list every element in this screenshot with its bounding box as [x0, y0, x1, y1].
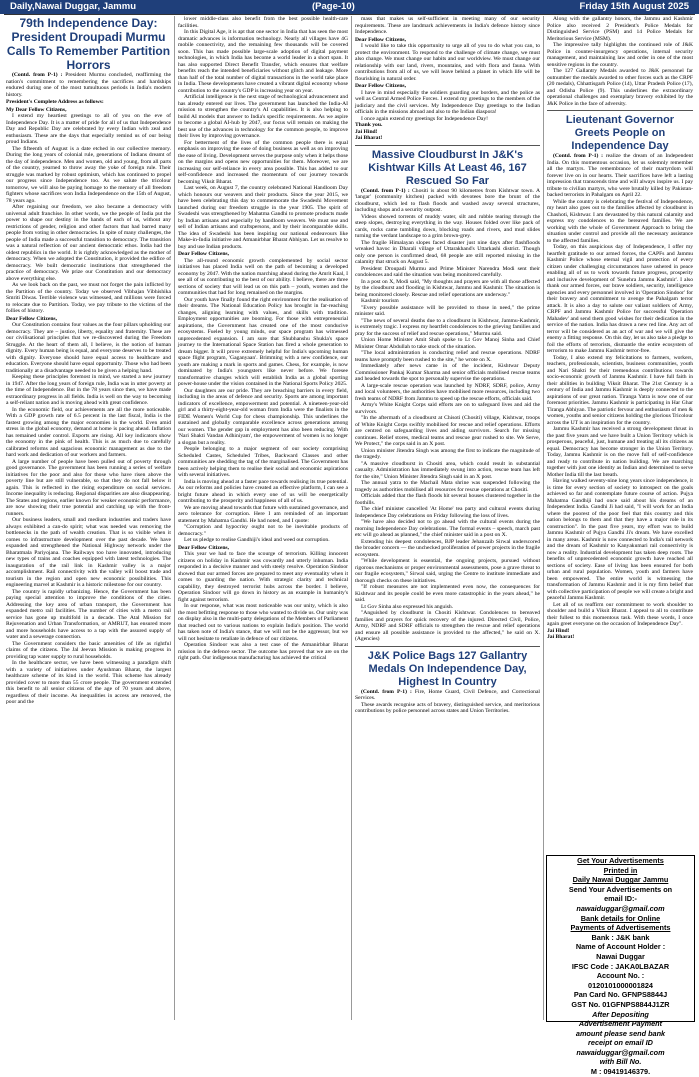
- paragraph: Lt Gov Sinha also expressed his anguish.: [361, 603, 454, 610]
- paragraph: The all-round economic growth complemented by social sector initiatives has placed India well on the path of becoming a developed economy by 2047. With the nation marching ahead during the Amrit Kaal, I see all of us contributing to the best of our ability. I believe, there are three sections of society that will lead us on this path – youth, women and the communities that had for long remained on the margins.: [178, 257, 348, 296]
- paragraph: The chief minister cancelled 'At Home' tea party and cultural events during Independence Day celebrations on Friday following the loss of lives.: [355, 506, 540, 519]
- paragraph: Officials added that the flash floods hit several houses clustered together in the foothills.: [355, 493, 540, 506]
- ad-line: receipt on email ID: [588, 1038, 653, 1048]
- paragraph: "While development is essential, the ongoing projects, pursued without rigorous mechanisms or proper environmental assessments, pose a grave threat to our fragile ecosystem," Sirwal said, urging the Centre to institute immediate and thorough checks on these initiatives.: [355, 558, 540, 584]
- paragraph: Chositi is about 90 kilometres from Kishtwar town. A 'langar' (community kitchen) packed with devotees bore the brunt of the cloudburst, which led to flash floods and washed away several structures, including shops and a security outpost.: [355, 187, 540, 213]
- paragraph: Let all of us reaffirm our commitment to work shoulder to shoulder and build a Viksit Bharat. I appeal to all to contribute their fullest to this momentous task. With these words, I once again greet everyone on the occasion of Independence Day".: [547, 601, 693, 627]
- masthead-rule: [4, 14, 695, 15]
- signoff: Jai Hind!: [355, 128, 378, 135]
- paragraph: "Every possible assistance will be provided to those in need," the prime minister said.: [355, 304, 540, 317]
- paragraph: The annual yatra to the Machail Mata shrine was suspended following the tragedy as authorities mobilised all resources for rescue operations at Chositi.: [355, 480, 540, 493]
- paragraph: Fire, Home Guard, Civil Defence, and Correctional Services.: [355, 688, 540, 701]
- signoff: Jai Hind!: [547, 627, 570, 634]
- paragraph: In a post on X, Modi said, "My thoughts and prayers are with all those affected by the cloudburst and flooding in Kishtwar, Jammu and Kashmir. The situation is being monitored closely. Rescue and relief operations are underway.": [355, 278, 540, 298]
- paragraph: A large-scale rescue operation was launched by NDRF, SDRF, police, Army and local volunteers, the authorities have mobilised more resources, including two fresh teams of NDRF from Jammu to speed up the rescue efforts, officials said.: [355, 382, 540, 402]
- paragraph: Keeping these principles foremost in mind, we started a new journey in 1947. After the long years of foreign rule, India was in utter poverty at the time of Independence. But in the 78 years since then, we have made extraordinary progress in all fields. India is well on the way to becoming a self-reliant nation and is moving ahead with great confidence.: [6, 374, 171, 406]
- section-divider: [355, 646, 540, 647]
- ad-email: nawaiduggar@gmail.com: [576, 903, 665, 913]
- salutation: Dear Fellow Citizens,: [178, 544, 230, 551]
- paragraph: Our youth have finally found the right environment for the realisation of their dreams. The National Education Policy has brought in far-reaching changes, aligning learning with values, and skills with tradition. Employment opportunities are booming. For those with entrepreneurial aspirations, the Government has created one of the most conducive ecosystems. Fueled by young minds, our space program has witnessed unprecedented expansion. I am sure that Shubhanshu Shukla's space journey to the International Space Station has fired a whole generation to dream bigger. It will prove extremely helpful for India's upcoming human space flight program, 'Gaganyaan'. Brimming with a new confidence, our youth are making a mark in sports and games. Chess, for example, is now dominated by India's youngsters like never before. We foresee transformative changes which will establish India as a global sporting power-house under the vision contained in the National Sports Policy 2025.: [178, 296, 348, 387]
- paragraph: The fragile Himalayan slopes faced disaster just nine days after flashfloods wreaked havoc in Dharali village of Uttarakhand's Uttarkashi district. Though only one person is confirmed dead, 68 people are still reported missing in the calamity that struck on August 5.: [355, 239, 540, 265]
- paragraph: Our daughters are our pride. They are breaching barriers in every field, including in the areas of defence and security. Sports are among important indicators of excellence, empowerment and potential. A nineteen-year-old girl and a thirty-eight-year-old woman from India were the finalists in the FIDE Women's World Cup for chess championship. This underlines the sustained and globally comparable excellence across generations among our women. The gender gap in employment has also been reducing. With 'Nari Shakti Vandan Adhiniyam', the empowerment of women is no longer a slogan but a reality.: [178, 387, 348, 446]
- ad-line: Advertisement Payment: [578, 1019, 663, 1029]
- paragraph: The fifteenth of August is a date etched in our collective memory. During the long years of colonial rule, generations of Indians dreamt of the day of independence. Men and women, old and young, from all parts of the country, yearned to throw away the yoke of foreign rule. Their struggle was marked by robust optimism, which has continued to propel our progress since Independence too. As we salute the tricolour tomorrow, we will also be paying homage to the memory of all freedom fighters whose sacrifices won India Independence on the 15th of August, 78 years ago.: [6, 145, 171, 204]
- paragraph: Union Home Minister Amit Shah spoke to Lt Gov Manoj Sinha and Chief Minister Omar Abdullah to take stock of the situation.: [355, 337, 540, 350]
- paragraph: While the country is celebrating the festival of Independence, my heart also goes out to the families affected by cloudburst in Chashoti, Kishtwar. I am devastated by this natural calamity and express my condolences to the bereaved families. We are working with the whole of Government Approach to bring the situation under control and provide all the necessary assistance to the affected families.: [547, 198, 693, 244]
- paragraph: Today, on this auspicious day of Independence, I offer my heartfelt gratitude to our armed forces, the CAPFs and Jammu Kashmir Police whose eternal vigil and protection of every citizen under challenging circumstances have ushered in peace enabling all of us to work towards future progress, prosperity and inclusive development of 'Sunehra Jammu Kashmir'. I also thank our armed forces, our brave soldiers, security, intelligence agencies and every personnel involved in 'Operation Sindoor' for their bravery and commitment to avenge the Pahalgam terror attack. It is also a day to salute our valiant soldiers of Army, CRPF and Jammu Kashmir Police for successful 'Operation Mahadev' and send them good wishes for their dedication in the service of the nation. India has drawn a new red line. Any act of terror will be considered as an act of war and we will give the enemy a fitting response. On this day, let us also take a pledge to foil the efforts of terrorists, dismantle the entire ecosystem of terrorism to make Jammu Kashmir terror-free.: [547, 244, 693, 354]
- paragraph: Operation Sindoor was also a test case of the Atmanirbhar Bharat mission in the defence sector. The outcome has proved that we are on the right path. Our indigenous manufacturing has achieved the critical: [178, 642, 348, 661]
- ad-phone: M : 09419146379.: [590, 1067, 651, 1077]
- paragraph: As we look back on the past, we must not forget the pain inflicted by the Partition of the country. Today we observed Vibhajan Vibhishika Smriti Diwas. Terrible violence was witnessed, and millions were forced to relocate due to Partition. Today, we pay tribute to the victims of the follies of history.: [6, 282, 171, 314]
- ad-line: IFSC Code : JAKA0LBAZAR: [571, 961, 670, 971]
- ad-line: Send Your Advertisements on: [568, 884, 673, 894]
- paragraph: In the economic field, our achievements are all the more noticeable. With a GDP growth rate of 6.5 percent in the last fiscal, India is the fastest growing among the major economies in the world. Even amid stress in the global economy, demand at home is pacing ahead. Inflation has remained under control. Exports are rising. All key indicators show the economy in the pink of health. This is as much due to carefully calibrated reforms and sagacious economic management as due to the hard work and dedication of our workers and farmers.: [6, 406, 171, 458]
- article-subhead: President's Complete Address as follows:: [6, 99, 104, 105]
- paragraph: Let us pledge to realise Gandhiji's ideal and weed out corruption.: [184, 537, 330, 543]
- paragraph: The country is rapidly urbanizing. Hence, the Government has been paying special attention to improve the conditions of the cities. Addressing the key area of urban transport, the Government has expanded metro rail facilities. The number of cities with a metro rail service has gone up multifold in a decade. The Atal Mission for Rejuvenation and Urban Transformation, or AMRUT, has ensured more and more households have access to a tap with the assured supply of water and a sewerage connection.: [6, 588, 171, 640]
- paragraph: Army's White Knight Corps said efforts are on to safeguard lives and aid the survivors.: [355, 402, 540, 415]
- ad-email: nawaiduggar@gmail.com: [576, 1047, 665, 1057]
- masthead: [0, 0, 699, 14]
- ad-line: email ID:-: [604, 894, 637, 904]
- salutation: Dear Fellow Citizens,: [355, 83, 407, 89]
- paragraph: Extending his deepest condolences, BJP leader Jehanzaib Sirwal underscored the broader concern — the unchecked proliferation of power projects in the fragile ecosystem.: [355, 538, 540, 558]
- paragraph: President Droupadi Murmu and Prime Minister Narendra Modi sent their condolences and said the situation was being monitored carefully.: [355, 265, 540, 278]
- paragraph: mass that makes us self-sufficient in meeting many of our security requirements. These are landmark achievements in India's defence history since Independence.: [355, 16, 540, 35]
- paragraph: In our response, what was most noticeable was our unity, which is also the most befitting response to those who wanted to divide us. Our unity was on display also in the multi-party delegations of the Members of Parliament that reached out to various nations to explain India's position. The world has taken note of India's stance, that we will not be the aggressor, but we will not hesitate to retaliate in defence of our citizens.: [178, 603, 348, 642]
- ad-line: with Bill No.: [599, 1057, 642, 1067]
- paragraph: A large number of people have been pulled out of poverty through good governance. The government has been running a series of welfare initiatives for the poor and also for those who have risen above the poverty line but are still vulnerable, so that they do not fall below it again. This is reflected in the rising expenditure on social services. Income inequality is reducing. Regional disparities are also disappearing. The States and regions, earlier known for weaker economic performance, are now showing their true potential and catching up with the front-runners.: [6, 458, 171, 517]
- paragraph: I have in mind especially the soldiers guarding our borders, and the police as well as Central Armed Police Forces. I extend my greetings to the members of the judiciary and the civil services. My Independence Day greetings to the Indian officials in the missions abroad and also to the Indian diaspora!: [355, 89, 540, 115]
- paragraph: lower middle-class also benefit from the best possible health-care facilities.: [178, 16, 348, 29]
- ad-line: Bank details for Online: [580, 913, 661, 923]
- ad-line: Account No. :: [596, 971, 645, 981]
- paragraph: "If robust measures are not implemented even now, the consequences for Kishtwar and its people could be even more catastrophic in the years ahead," he said.: [355, 584, 540, 603]
- paragraph: Our business leaders, small and medium industries and traders have always exhibited a can-do spirit; what was needed was removing the bottlenecks in the path of wealth creation. That is so visible when it comes to infrastructure development over the past decade. We have expanded and strengthened the National Highway network under the Bharatmala Pariyojana. The Railways too have innovated, introducing new types of trains and coaches equipped with latest technologies. The inauguration of the rail link in Kashmir valley is a major accomplishment. Rail connectivity with the valley will boost trade and tourism in the region and open new economic possibilities. This engineering marvel at Kashmir is a historic milestone for our country.: [6, 517, 171, 588]
- salutation: Dear Fellow Citizens,: [178, 251, 230, 257]
- column-divider: [174, 16, 175, 1020]
- ad-line: 0120101000001824: [588, 980, 653, 990]
- paragraph: The 127 Gallantry Medals awarded to J&K personnel far outnumber the medals awarded to other forces such as the CRPF (20 medals), Chhattisgarh Police (14), Uttar Pradesh Police (17), and Odisha Police (9). This underlines the extraordinary operational challenges and exemplary bravery exhibited by the J&K Police in the face of adversity.: [547, 68, 693, 107]
- contd-label: (Contd. from P-1) :: [12, 72, 63, 78]
- paragraph: "Corruption and hypocrisy ought not to be inevitable products of democracy.": [178, 524, 348, 537]
- paragraph: This year we had to face the scourge of terrorism. Killing innocent citizens on holiday in Kashmir was cowardly and utterly inhuman. India responded in a decisive manner and with steely resolve. Operation Sindoor showed that our armed forces are prepared to meet any eventuality when it comes to guarding the nation. With strategic clarity and technical capability, they destroyed terrorist hubs across the border. I believe, Operation Sindoor will go down in history as an example in humanity's fight against terrorism.: [178, 551, 348, 603]
- paragraph: For betterment of the lives of the common people there is equal emphasis on improving the ease of doing business as well as on improving the ease of living. Development serves the purpose only when it helps those on the margins and opens new opportunities for them. Moreover, we are increasing our self-reliance in every area possible. This has added to our self-confidence and increased the momentum of our journey towards becoming Viksit Bharat.: [178, 139, 348, 185]
- paragraph: Along with the gallantry honors, the Jammu and Kashmir Police also received 2 President's Police Medals for Distinguished Service (PSM) and 14 Police Medals for Meritorious Service (MSM).: [547, 16, 693, 42]
- paragraph: In this Digital Age, it is apt that one sector in India that has seen the most dramatic advances is information technology. Nearly all villages have 4G mobile connectivity, and the remaining few thousands will be covered soon. This has made possible large-scale adoption of digital payment technologies, in which India has become a world leader in a short span. It has also supported Direct Benefit Transfer, which ensures that welfare benefits reach the intended beneficiaries without glitch and leakage. More than half of the total number of digital transactions in the world take place in India. These developments have created a vibrant digital economy whose contribution to the country's GDP is increasing year on year.: [178, 29, 348, 94]
- paragraph: In the healthcare sector, we have been witnessing a paradigm shift with a variety of initiatives under Ayushman Bharat, the largest healthcare scheme of its kind in the world. This scheme has already provided cover to more than 55 crore people. The government extended this benefit to all senior citizens of the age of 70 years and above, regardless of their income. As inequalities in access are removed, the poor and the: [6, 660, 171, 705]
- signoff: Jai Bharat!: [355, 135, 383, 141]
- paragraph: Videos showed torrents of muddy water, silt and rubble tearing through the steep slopes, destroying everything in the way. Houses folded over like pack of cards, rocks came tumbling down, blocking roads and rivers, and mud slides turning the verdant landscape to a grim brown-grey.: [355, 213, 540, 239]
- ad-line: Get Your Advertisements: [577, 856, 664, 865]
- salutation: Dear Fellow Citizens,: [6, 315, 58, 322]
- paragraph: Jammu Kashmir has received a strong development thrust in the past five years and we have built a Union Territory which is prosperous, peaceful, just, humane and treating all its citizens as equal. Democracy has become stronger in the Union Territory. Today, Jammu Kashmir is on the move full of self-confidence and ready to contribute in nation building. We are marching together with just one identity as Indian and determined to serve Mother India till the last breath.: [547, 426, 693, 478]
- column-1: [6, 16, 171, 1020]
- ad-line: Printed in: [603, 865, 638, 875]
- paragraph: "In the aftermath of a cloudburst at Chisoti (Chositi) village, Kishtwar, troops of White Knight Corps swiftly mobilised for rescue and relief operations. Efforts are centred on safeguarding lives and aiding survivors. Search for missing continues. Relief stores, medical teams and rescue gear rushed to site. We Serve, We Protect," the corps said in an X post.: [355, 415, 540, 447]
- paragraph: Last week, on August 7, the country celebrated National Handloom Day which honours our weavers and their products. Since the year 2015, we have been celebrating this day to commemorate the Swadeshi Movement launched during our freedom struggle in the year 1905. The spirit of Swadeshi was strengthened by Mahatma Gandhi to promote products made by Indian artisans and especially by handloom weavers. We must use and sell of Indian artisans and craftspersons, and by their incomparable skills. The idea of Swadeshi has been inspiring our national endeavours like Make-in-India initiative and Atmanirbhar Bharat Abhiyan. Let us resolve to buy and use Indian products.: [178, 185, 348, 250]
- paragraph: realize the dream of an Independent India. On this momentous occasion, let us solemnly remember all the martyrs. The remembrance of their martyrdom will forever live on in our hearts. Their sacrifices have left a lasting impression that transcends time and will always inspire us. I pay tribute to civilian martyrs, who were brutally killed by Pakistan-backed terrorists in Pahalgam on April 22.: [547, 153, 693, 198]
- headline-kishtwar-cloudburst: Massive Cloudburst In J&K's Kishtwar Kills At Least 46, 167 Rescued So Far: [368, 148, 527, 187]
- paragraph: These awards recognise acts of bravery, distinguished service, and meritorious contributions by police personnel across states and Union Territories.: [355, 701, 540, 714]
- column-2: [178, 16, 348, 1020]
- ad-line: GST No. 01GFNPS8844J1ZR: [571, 999, 670, 1009]
- paragraph: Having walked seventy-nine long years since independence, it is time for every section of society to introspect on the goals achieved so far and contemplate future course of action. Pujya Mahatma Gandhiji had once said about his dreams of an Independent India. Gandhi Ji had said, "I will work for an India where the poorest of the poor feel that this country and this nation belongs to them and that they have a major role in its construction". In the past five years, my effort was to build Jammu Kashmir of Pujya Gandhi Ji's dream. We have excelled in many areas. Kashmir is now connected to India's rail network and the dream of Kashmir to Kanyakumari rail connectivity is now a reality. Industrial development has taken deep roots. The benefits of unprecedented economic growth have reached all sections of society. Ease of living has been ensured for both urban and rural population. Women, youth and farmers have been empowered. The entire world is witnessing the transformation of Jammu Kashmir and it is my firm belief that with collective participation of people we will create a bright and peaceful Jammu Kashmir.: [547, 478, 694, 601]
- paragraph: I once again extend my greetings for Independence Day!: [361, 115, 489, 122]
- paragraph: Artificial intelligence is the next stage of technological advancement and has already entered our lives. The government has launched the India-AI mission to strengthen the country's AI capabilities. It is also helping to build AI models that answer to India's specific requirements. As we aspire to become a global AI-hub by 2047, our focus will remain on making the best use of the advances in technology for the common people, to improve their lives by improving governance.: [178, 94, 348, 139]
- advertisement-box: [546, 855, 695, 1077]
- ad-line: Payments of Advertisements: [570, 923, 671, 933]
- ad-line: amount please send bank: [575, 1028, 666, 1038]
- article-intro: President Murmu concluded, reaffirming the nation's commitment to remembering the sacrifices and hardships endured during one of the most tumultuous periods in India's modern history.: [6, 72, 171, 98]
- paragraph: I would like to take this opportunity to urge all of you to do what you can, to protect the environment. To respond to the challenge of climate change, we must also change. We must change our habits and our worldview. We must change our relationship with our land, rivers, mountains, and with flora and fauna. With contributions from all of us, we will leave behind a planet in which life will be flourishing in natural order.: [355, 43, 540, 82]
- paragraph: I extend my heartiest greetings to all of you on the eve of Independence Day. It is a matter of pride for all of us that Independence Day and Republic Day are celebrated by every Indian with zeal and enthusiasm. These are the days that especially remind us of our being proud Indians.: [6, 113, 171, 145]
- ad-line: Pan Card No. GFNPS8844J: [573, 990, 668, 1000]
- paragraph: Union minister Jitendra Singh was among the first to indicate the magnitude of the tragedy.: [355, 447, 540, 460]
- page-number: (Page-10): [312, 1, 355, 12]
- paragraph: People belonging to a major segment of our society comprising Scheduled Castes, Scheduled Tribes, Backward Classes and other communities are shedding the tag of the marginalised. The Government has been actively helping them to realise their social and economic aspirations with several initiatives.: [178, 446, 348, 478]
- signoff: Jai Bharat!: [547, 634, 575, 640]
- paragraph: Kashmir tourism: [361, 298, 399, 304]
- paragraph: Today, I also extend my felicitations to farmers, workers, teachers, professionals, scientists, business communities, youth and Nari Shakti for their tremendous contributions towards socio-economic growth of Jammu Kashmir. I have full faith in their abilities in building Viksit Bharat. The 21st Century is a century of India and Jammu Kashmir is deeply connected to the aspirations of our great nation. Tiranga Yatra is now one of our foremost priorities. Jammu Kashmir is participating in Har Ghar Tiranga Abhiyan. The patriotic fervour and enthusiasm of men & women, youths and senior citizens holding the glorious Tricolour across the UT is an inspiration for the country.: [547, 354, 693, 426]
- contd-label: (Contd. from P-1) :: [361, 688, 412, 695]
- column-divider: [543, 16, 544, 1020]
- contd-label: (Contd. from P-1) :: [553, 153, 604, 159]
- paragraph: After regaining our freedom, we also became a democracy with universal adult franchise. In other words, we the people of India put the power to shape our destiny in the hands of each of us, without any restrictions of gender, religion and other factors that had barred many people from voting in other democracies. In spite of many challenges, the people of India made a successful transition to democracy. The transition was a natural reflection of our ancient democratic ethos. India had the oldest republics in the world. It is rightly acknowledged as the mother of democracy. When we adopted the Constitution, it provided the edifice of democracy. We built democratic institutions that strengthened the practice of democracy. We prize our Constitution and our democracy above everything else.: [6, 204, 171, 282]
- salutation: Dear Fellow Citizens,: [355, 36, 407, 43]
- paragraph: Our Constitution contains four values as the four pillars upholding our democracy. They are – justice, liberty, equality and fraternity. These are our civilisational principles that we re-discovered during the Freedom Struggle. At the heart of them all, I believe, is the notion of human dignity. Every human being is equal, and everyone deserves to be treated with dignity. Everyone should have equal access to healthcare and education. Everyone should have equal opportunity. Those who had been traditionally at a disadvantage needed to be given a helping hand.: [6, 322, 171, 374]
- paragraph: India is moving ahead at a faster pace towards realising its true potential. As our reforms and policies have created an effective platform, I can see a bright future ahead in which every one of us will be energetically contributing to the prosperity and happiness of all of us.: [178, 478, 348, 504]
- ad-line: After Depositing: [592, 1009, 649, 1019]
- signoff: Thank you.: [355, 122, 383, 128]
- paragraph: "A massive cloudburst in Chositi area, which could result in substantial casualty. Administration has immediately swung into action, rescue team has left for the site," Union Minister Jitendra Singh said in an X post.: [355, 460, 540, 480]
- ad-line: Daily Nawai Duggar Jammu: [572, 875, 669, 885]
- paper-name: Daily,Nawai Duggar, Jammu: [10, 1, 137, 12]
- paragraph: We are moving ahead towards that future with sustained governance, and zero tolerance for corruption. Here I am reminded of an important statement by Mahatma Gandhi. He had noted, and I quote:: [178, 504, 348, 524]
- salutation: My Dear Fellow Citizens,: [6, 106, 67, 113]
- paragraph: "The local administration is conducting relief and rescue operations. NDRF teams have promptly been rushed to the site," he wrote on X.: [355, 350, 540, 363]
- column-4: [547, 16, 693, 851]
- headline-jk-police-medals: J&K Police Bags 127 Gallantry Medals On Independence Day, Highest In Country: [367, 649, 528, 688]
- ad-line: Name of Account Holder :: [575, 942, 666, 952]
- paragraph: "Anguished by cloudburst in Chositi Kishtwar. Condolences to bereaved families and prayers for quick recovery of the injured. Directed Civil, Police, Army, NDRF and SDRF officials to strengthen the rescue and relief operations and ensure all possible assistance is provided to the affected," he said on X. (Agencies): [355, 610, 540, 642]
- section-divider: [355, 145, 540, 146]
- paragraph: "We have also decided not to go ahead with the cultural events during the morning Independence Day celebrations. The formal events – speech, march past etc will go ahead as planned," the chief minister said in a post on X.: [355, 519, 540, 538]
- issue-date: Friday 15th August 2025: [579, 1, 689, 12]
- paragraph: The impressive tally highlights the continued role of J&K Police in counter-insurgency operations, internal security management, and maintaining law and order in one of the most sensitive regions in the country.: [547, 42, 693, 68]
- headline-president-address: 79th Independence Day: President Droupadi Murmu Calls To Remember Partition Horrors: [6, 16, 171, 72]
- ad-line: Bank : J&K bank: [591, 932, 650, 942]
- column-divider: [351, 16, 352, 1020]
- paragraph: "The news of several deaths due to a cloudburst in Kishtwar, Jammu-Kashmir, is extremely tragic. I express my heartfelt condolences to the grieving families and pray for the success of relief and rescue operations," Murmu said.: [355, 317, 540, 337]
- column-3: [355, 16, 540, 1020]
- ad-line: Nawai Duggar: [596, 951, 645, 961]
- paragraph: The Government considers the basic amenities of life as rightful claims of the citizens. The Jal Jeevan Mission is making progress in providing tap water supply to rural households.: [6, 640, 171, 660]
- section-divider: [547, 110, 693, 111]
- headline-lg-greets: Lieutenant Governor Greets People on Independence Day: [565, 114, 675, 152]
- contd-label: (Contd. from P-1) :: [361, 187, 410, 194]
- paragraph: Immediately after news came in of the incident, Kishtwar Deputy Commissioner Pankaj Kumar Sharma and senior officials mobilised rescue teams and headed towards the spot to personally supervise the operations.: [355, 363, 540, 382]
